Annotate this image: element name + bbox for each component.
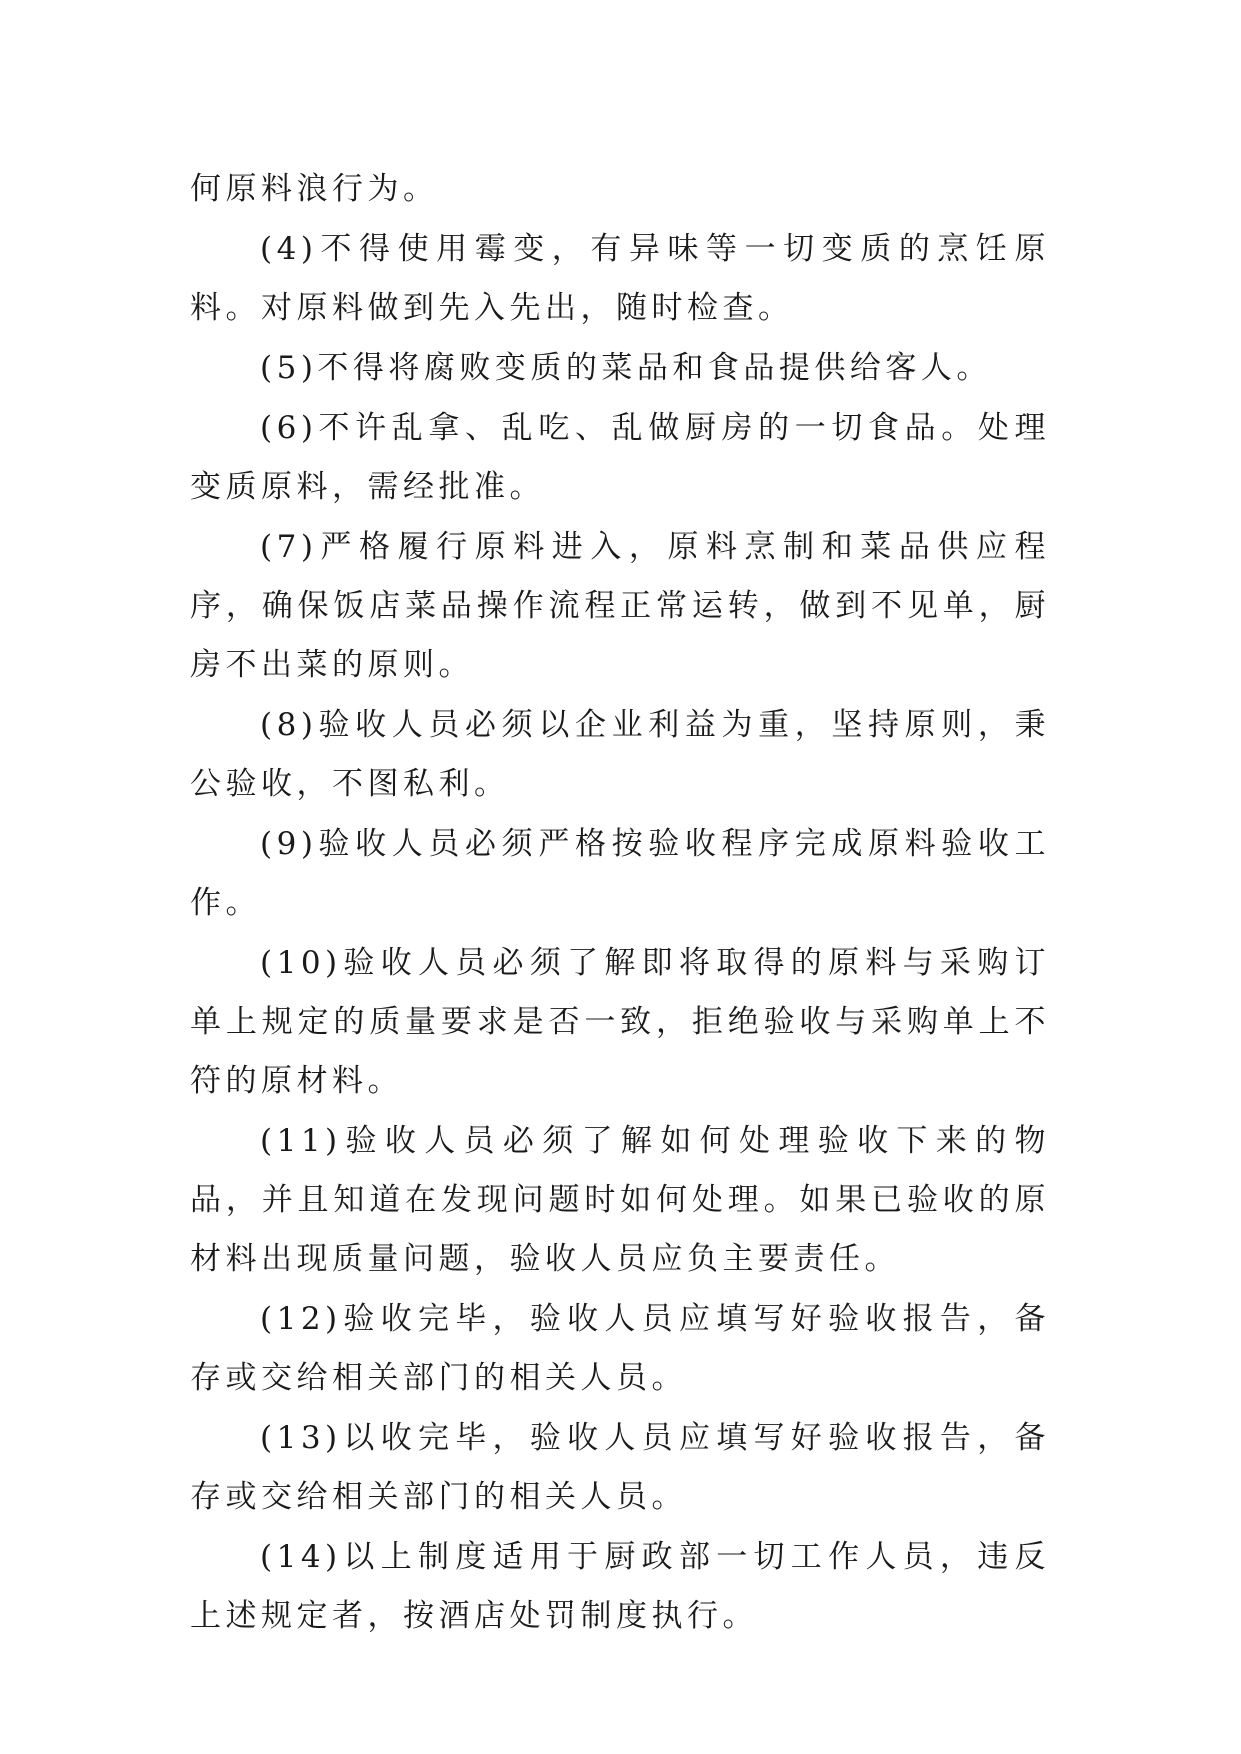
paragraph-item-13: (13)以收完毕，验收人员应填写好验收报告，备存或交给相关部门的相关人员。 <box>190 1420 1050 1515</box>
paragraph-item-14: (14)以上制度适用于厨政部一切工作人员，违反上述规定者，按酒店处罚制度执行。 <box>190 1539 1050 1634</box>
paragraph-item-12: (12)验收完毕，验收人员应填写好验收报告，备存或交给相关部门的相关人员。 <box>190 1301 1050 1396</box>
paragraph-item-4: (4)不得使用霉变，有异味等一切变质的烹饪原料。对原料做到先入先出，随时检查。 <box>190 231 1050 326</box>
paragraph-item-10: (10)验收人员必须了解即将取得的原料与采购订单上规定的质量要求是否一致，拒绝验收与采购单上不符的原材料。 <box>190 945 1050 1099</box>
paragraph-item-6: (6)不许乱拿、乱吃、乱做厨房的一切食品。处理变质原料，需经批准。 <box>190 410 1050 505</box>
paragraph-item-9: (9)验收人员必须严格按验收程序完成原料验收工作。 <box>190 826 1050 921</box>
paragraph-item-11: (11)验收人员必须了解如何处理验收下来的物品，并且知道在发现问题时如何处理。如果已验收的原材料出现质量问题，验收人员应负主要责任。 <box>190 1123 1050 1277</box>
document-body <box>190 160 1050 1646</box>
paragraph-item-7: (7)严格履行原料进入，原料烹制和菜品供应程序，确保饭店菜品操作流程正常运转，做到不见单，厨房不出菜的原则。 <box>190 529 1050 683</box>
paragraph-continuation: 何原料浪行为。 <box>190 171 439 207</box>
paragraph-item-8: (8)验收人员必须以企业利益为重，坚持原则，秉公验收，不图私利。 <box>190 707 1050 802</box>
paragraph-item-5: (5)不得将腐败变质的菜品和食品提供给客人。 <box>260 350 992 386</box>
